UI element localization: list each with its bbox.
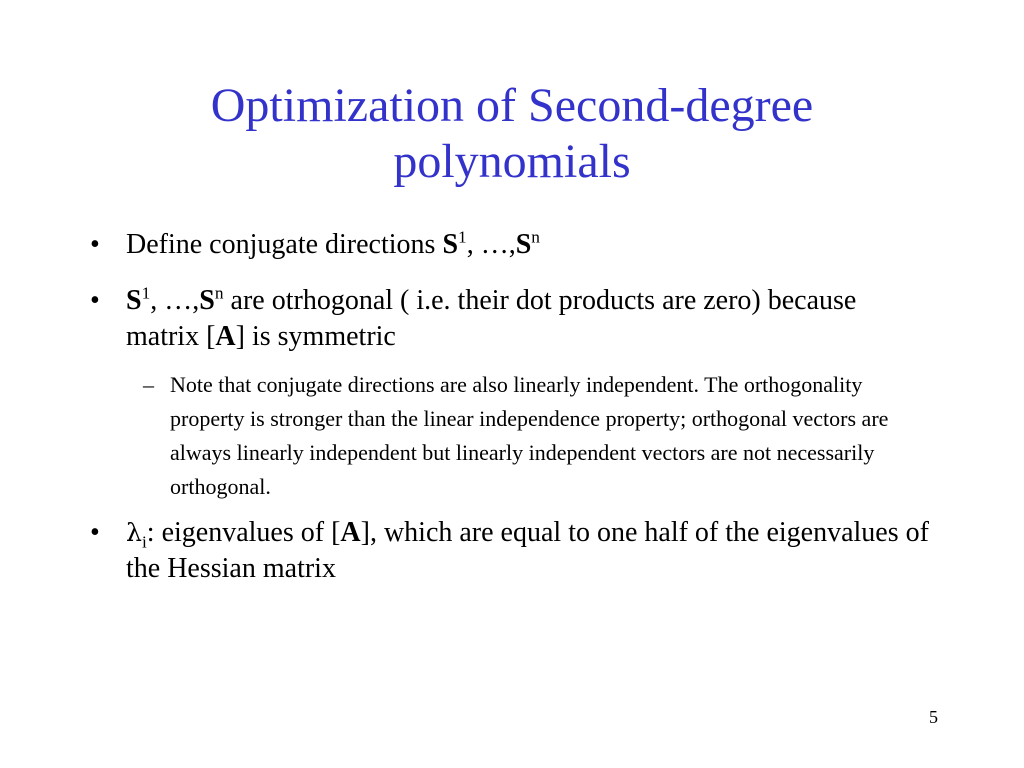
- slide-title: [0, 78, 1024, 190]
- b1-prefix: Define conjugate directions: [126, 229, 436, 260]
- dash-marker: –: [143, 372, 154, 397]
- b3-part2: ], which are equal to one half of the eigenvalues of the Hessian matrix: [126, 517, 929, 584]
- sub-bullet-linear-independence: [143, 368, 923, 504]
- bullet-text: [126, 515, 930, 587]
- bullet-text: [126, 227, 930, 263]
- b2-symbol-s: S: [126, 285, 142, 316]
- b1-superscript-n: n: [531, 227, 540, 247]
- bullet-marker: •: [90, 285, 100, 316]
- b2-end: ] is symmetric: [235, 321, 396, 352]
- b2-superscript-1: 1: [141, 283, 151, 303]
- sub-bullet-text: Note that conjugate directions are also linearly independent. The orthogonality property is stronger than the linear independence property; orthogonal vectors are always linearly independent but linearly independent vectors are not necessarily orthogonal.: [170, 372, 889, 499]
- b1-symbol-s-n: S: [515, 229, 532, 260]
- bullet-define-conjugate-directions: [90, 227, 930, 263]
- b2-rest: are otrhogonal ( i.e. their dot products are zero) because matrix [: [126, 285, 857, 352]
- b2-matrix-a: A: [215, 321, 236, 352]
- b1-ellipsis: , …,: [466, 229, 516, 260]
- b3-part1: : eigenvalues of [: [146, 517, 341, 548]
- bullet-orthogonal: [90, 283, 930, 355]
- title-line-1: Optimization of Second-degree: [210, 79, 814, 132]
- title-line-2: polynomials: [393, 135, 631, 188]
- b3-matrix-a: A: [340, 517, 361, 548]
- bullet-marker: •: [90, 229, 100, 260]
- bullet-marker: •: [90, 517, 100, 548]
- bullet-text: [126, 283, 930, 355]
- b1-superscript-1: 1: [458, 227, 467, 247]
- bullet-eigenvalues: [90, 515, 930, 587]
- b2-ellipsis: , …,: [150, 285, 200, 316]
- b1-symbol-s: S: [442, 229, 459, 260]
- page-number: 5: [929, 707, 938, 727]
- lambda-symbol: λ: [126, 518, 142, 547]
- b2-superscript-n: n: [214, 283, 224, 303]
- b2-symbol-s-n: S: [199, 285, 215, 316]
- lambda-subscript-i: i: [141, 532, 147, 552]
